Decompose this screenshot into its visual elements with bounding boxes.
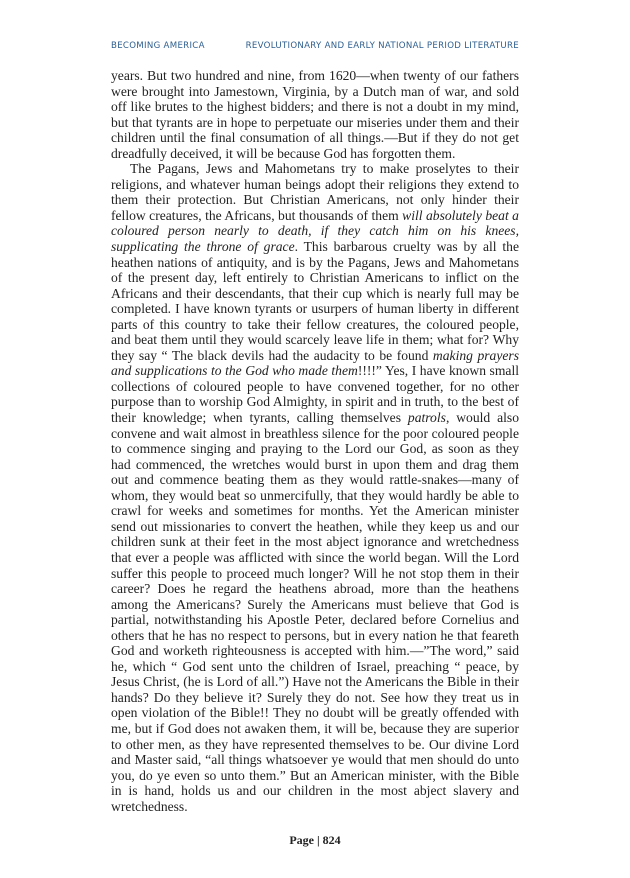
text-segment: The Pagans, Jews and Mahometans try to make proselytes to their religions, and whatever human beings adopt their religions they extend to them their protection. But Christian Americans, not only hinder their fellow creatures, the Africans, but thousands of them xyxy=(111,161,519,223)
text-segment: . This barbarous cruelty was by all the heathen nations of antiquity, and is by the Pagans, Jews and Mahometans of the present day, left entirely to Christian Americans to inflict on the Africans and their descendants, that their cup which is nearly full may be completed. I have known tyrants or usurpers of human liberty in different parts of this country to take their fellow creatures, the coloured people, and beat them until they would scarcely leave life in them; what for? Why they say “ The black devils had the audacity to be found xyxy=(111,239,519,363)
running-header xyxy=(111,40,519,52)
paragraph xyxy=(111,161,519,814)
header-section-title: REVOLUTIONARY AND EARLY NATIONAL PERIOD LITERATURE xyxy=(245,41,519,51)
body-text xyxy=(111,68,519,814)
text-segment: !!!!” Yes, I have known small collections of coloured people to have convened together, for no other purpose than to worship God Almighty, in spirit and in truth, to the best of their knowledge; when tyrants, calling themselves xyxy=(111,363,519,426)
text-segment: , would also convene and wait almost in breathless silence for the poor coloured people to commence singing and praying to the Lord our God, as soon as they had commenced, the wretches would burst in upon them and drag them out and commence beating them as they would rattle-snakes—many of whom, they would beat so unmercifully, that they would hardly be able to crawl for weeks and sometimes for months. Yet the American minister send out missionaries to convert the heathen, while they keep us and our children sunk at their feet in the most abject ignorance and wretchedness that ever a people was afflicted with since the world began. Will the Lord suffer this people to proceed much longer? Will he not stop them in their career? Does he regard the heathens abroad, more than the heathens among the Americans? Surely the Americans must believe that God is partial, notwithstanding his Apostle Peter, declared before Cornelius and others that he has no respect to persons, but in every nation he that feareth God and worketh righteousness is accepted with him.—”The word,” said he, which “ God sent unto the children of Israel, preaching “ peace, by Jesus Christ, (he is Lord of all.”) Have not the Americans the Bible in their hands? Do they believe it? Surely they do not. See how they treat us in open violation of the Bible!! They no doubt will be greatly offended with me, but if God does not awaken them, it will be, because they are superior to other men, as they have represented themselves to be. Our divine Lord and Master said, “all things whatsoever ye would that men should do unto you, do ye even so unto them.” But an American minister, with the Bible in is hand, holds us and our children in the most abject slavery and wretchedness. xyxy=(111,410,519,814)
italic-text: patrols xyxy=(407,410,446,426)
text-segment: years. But two hundred and nine, from 1620—when twenty of our fathers were brought into Jamestown, Virginia, by a Dutch man of war, and sold off like brutes to the highest bidders; and there is not a doubt in my mind, but that tyrants are in hope to perpetuate our miseries under them and their children until the final consumation of all things.—But if they do not get dreadfully deceived, it will be because God has forgotten them. xyxy=(111,68,519,161)
page-number: Page | 824 xyxy=(289,833,341,848)
header-book-title: BECOMING AMERICA xyxy=(111,41,205,51)
paragraph xyxy=(111,68,519,161)
italic-text: will absolutely beat a coloured person nearly to death, if they catch him on his knees, supplicating the throne of grace xyxy=(111,207,519,255)
italic-text: making prayers and supplications to the God who made them xyxy=(111,347,519,379)
